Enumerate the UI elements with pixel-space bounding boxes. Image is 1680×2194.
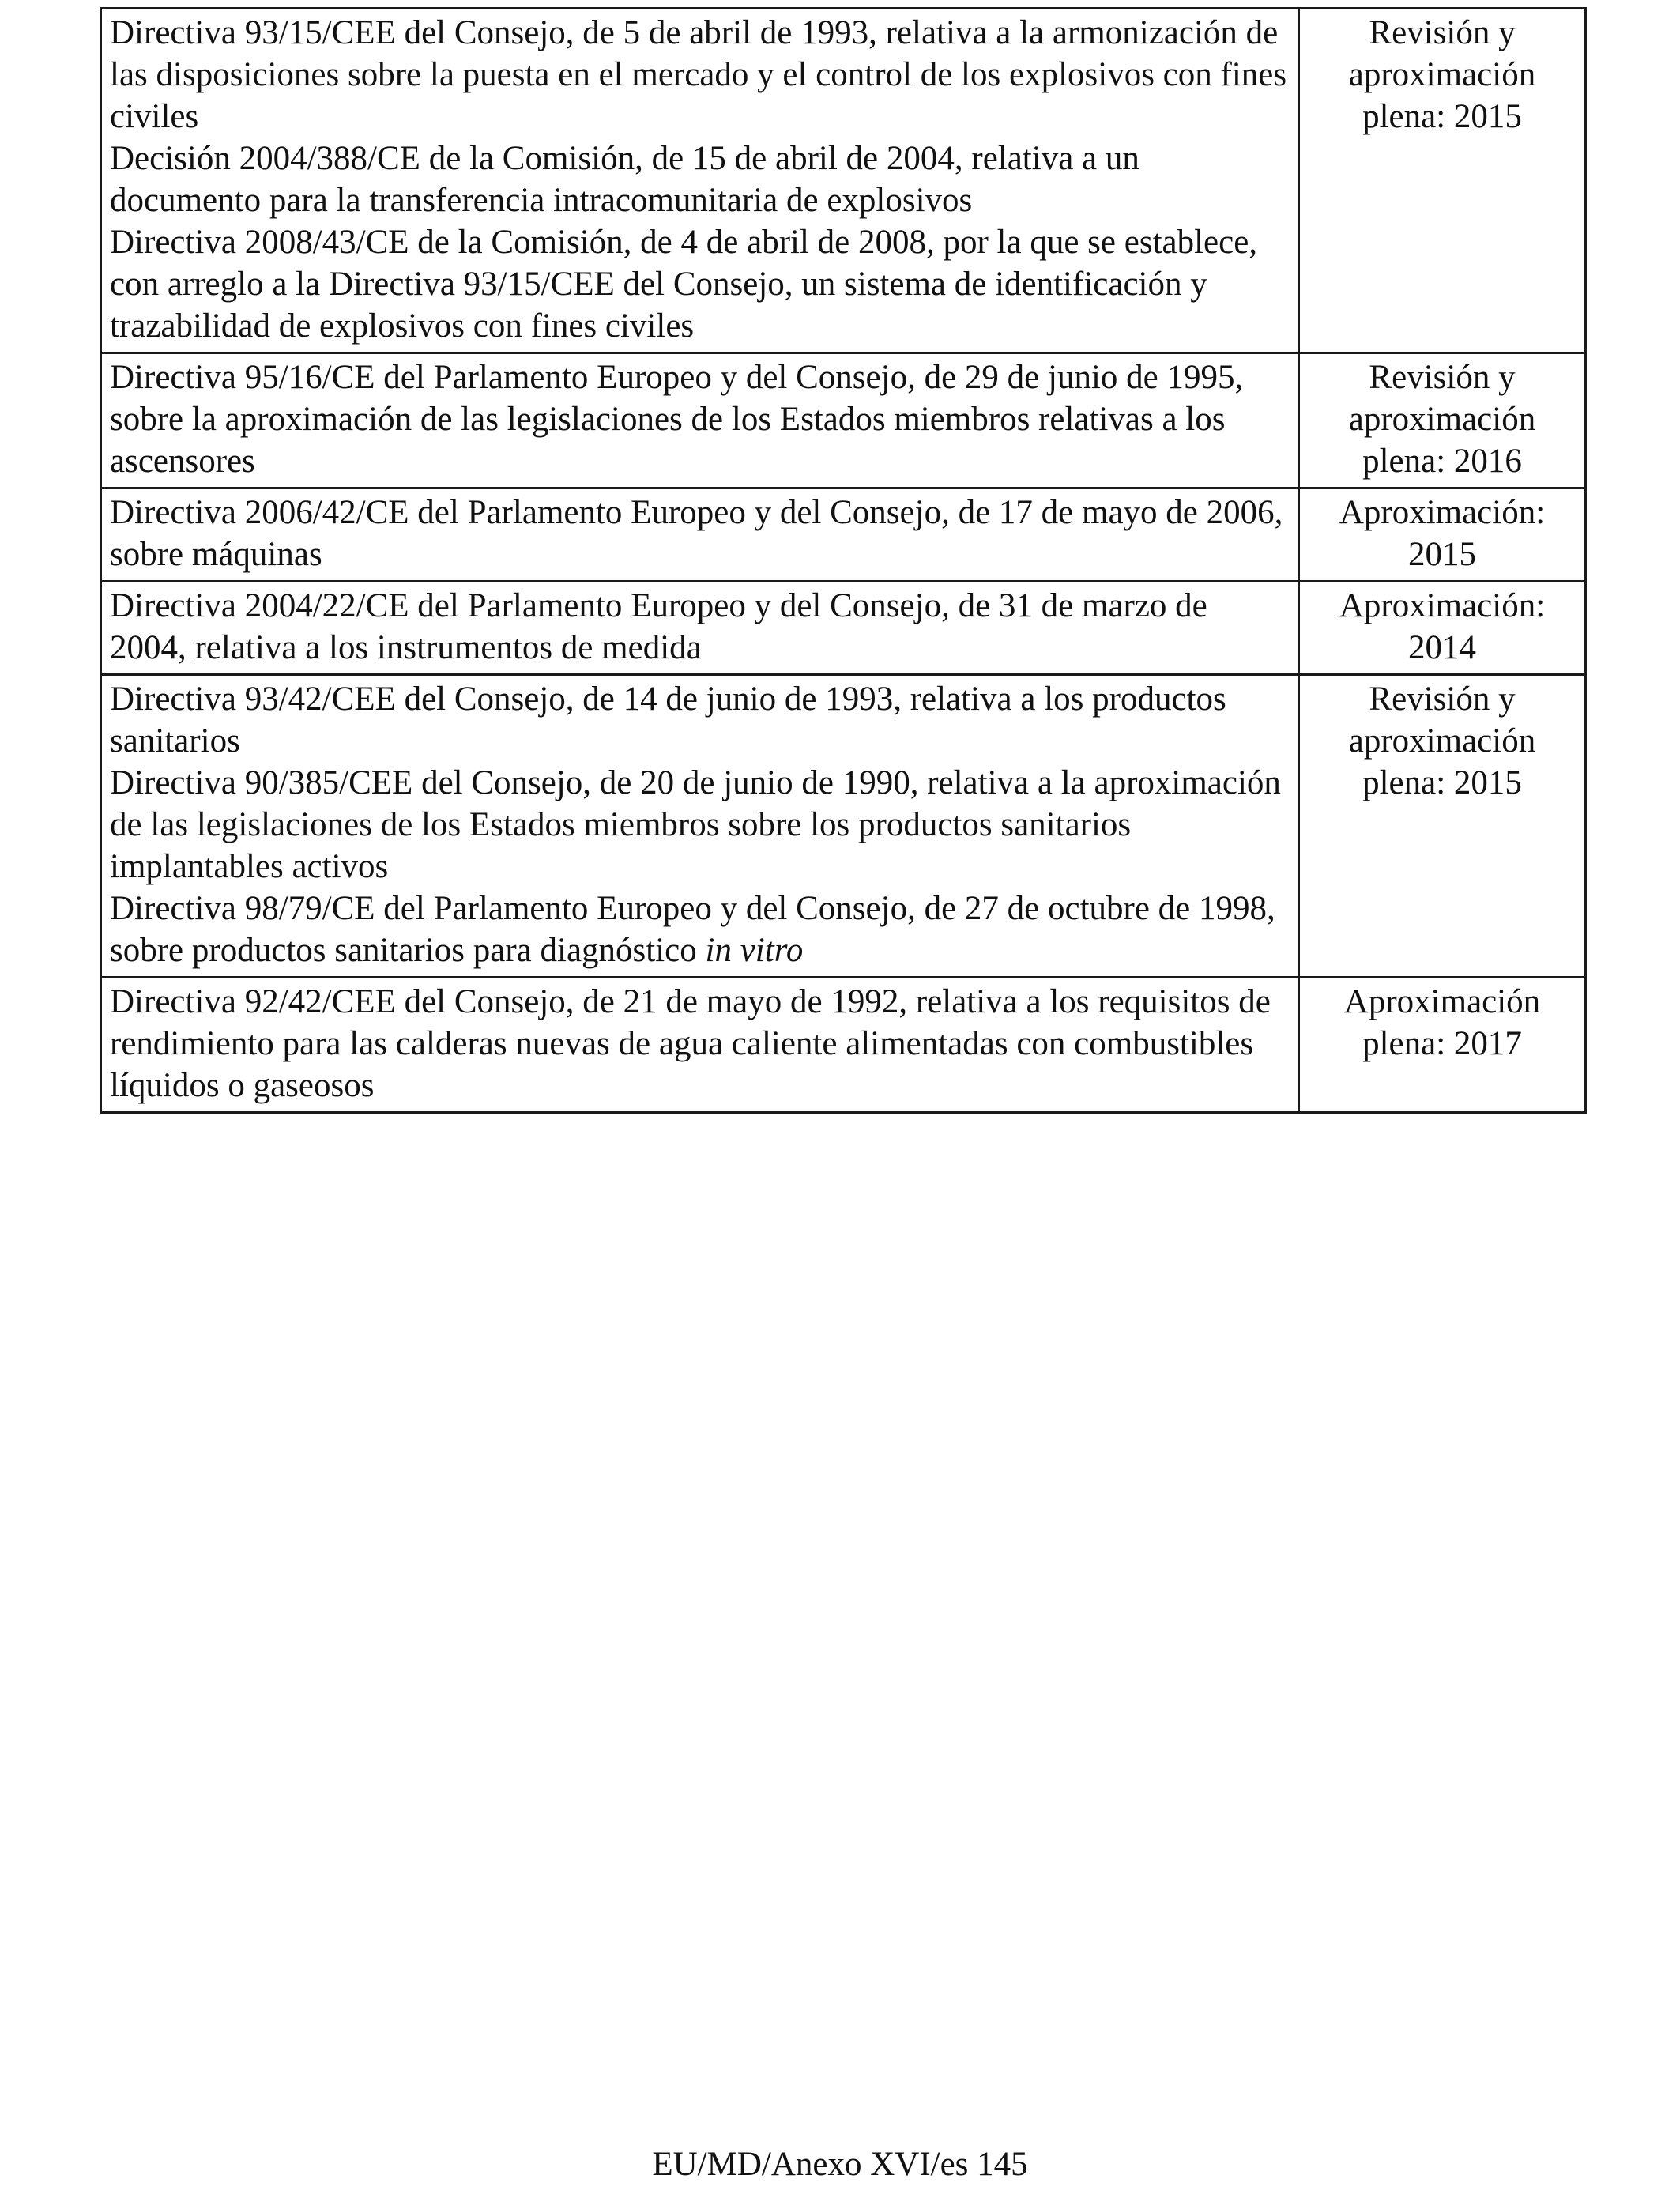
legislation-cell	[101, 9, 1299, 353]
status-line: 2014	[1408, 629, 1476, 666]
legislation-cell	[101, 978, 1299, 1113]
table-row	[101, 488, 1586, 582]
table-row	[101, 353, 1586, 488]
page-footer: EU/MD/Anexo XVI/es 145	[652, 2146, 1028, 2183]
legislation-item: Directiva 95/16/CE del Parlamento Europeo y del Consejo, de 29 de junio de 1995, sobre la aproximación de las legislaciones de los Estados miembros relativas a los ascensores	[110, 359, 1244, 480]
legislation-cell	[101, 675, 1299, 978]
status-cell	[1299, 675, 1586, 978]
italic-term: in vitro	[705, 932, 804, 969]
status-line: plena: 2016	[1362, 443, 1522, 480]
table-row	[101, 675, 1586, 978]
status-line: aproximación	[1348, 56, 1536, 93]
legislation-item: Directiva 2008/43/CE de la Comisión, de 4 de abril de 2008, por la que se establece, con arreglo a la Directiva 93/15/CEE del Consejo, un sistema de identificación y trazabilidad de explosivos con fines civiles	[110, 224, 1258, 345]
legislation-item: Decisión 2004/388/CE de la Comisión, de 15 de abril de 2004, relativa a un documento para la transferencia intracomunitaria de explosivos	[110, 140, 1139, 219]
status-cell	[1299, 978, 1586, 1113]
legislation-item-text: Directiva 98/79/CE del Parlamento Europeo y del Consejo, de 27 de octubre de 1998, sobre productos sanitarios para diagnóstico	[110, 890, 1275, 969]
status-line: aproximación	[1348, 722, 1536, 760]
table-row	[101, 978, 1586, 1113]
legislation-cell	[101, 582, 1299, 675]
legislation-item: Directiva 92/42/CEE del Consejo, de 21 de mayo de 1992, relativa a los requisitos de rendimiento para las calderas nuevas de agua caliente alimentadas con combustibles líquidos o gaseosos	[110, 983, 1271, 1104]
legislation-table	[100, 7, 1587, 1114]
legislation-item: Directiva 2004/22/CE del Parlamento Europeo y del Consejo, de 31 de marzo de 2004, relativa a los instrumentos de medida	[110, 587, 1207, 666]
status-line: Aproximación:	[1339, 494, 1546, 531]
status-line: Revisión y	[1369, 680, 1516, 718]
legislation-item: Directiva 2006/42/CE del Parlamento Europeo y del Consejo, de 17 de mayo de 2006, sobre máquinas	[110, 494, 1283, 573]
legislation-item	[110, 888, 1290, 971]
status-cell	[1299, 488, 1586, 582]
status-line: Revisión y	[1369, 14, 1516, 51]
status-line: plena: 2017	[1362, 1025, 1522, 1062]
status-cell	[1299, 353, 1586, 488]
status-line: Revisión y	[1369, 359, 1516, 396]
legislation-item: Directiva 93/42/CEE del Consejo, de 14 de junio de 1993, relativa a los productos sanitarios	[110, 680, 1226, 760]
table-row	[101, 9, 1586, 353]
status-line: aproximación	[1348, 401, 1536, 438]
status-line: Aproximación:	[1339, 587, 1546, 624]
status-line: plena: 2015	[1362, 764, 1522, 801]
table-row	[101, 582, 1586, 675]
status-cell	[1299, 582, 1586, 675]
legislation-item: Directiva 93/15/CEE del Consejo, de 5 de abril de 1993, relativa a la armonización de las disposiciones sobre la puesta en el mercado y el control de los explosivos con fines civiles	[110, 14, 1287, 135]
legislation-cell	[101, 488, 1299, 582]
legislation-cell	[101, 353, 1299, 488]
status-line: 2015	[1408, 536, 1476, 573]
status-cell	[1299, 9, 1586, 353]
status-line: plena: 2015	[1362, 98, 1522, 135]
legislation-item: Directiva 90/385/CEE del Consejo, de 20 de junio de 1990, relativa a la aproximación de las legislaciones de los Estados miembros sobre los productos sanitarios implantables activos	[110, 764, 1281, 885]
status-line: Aproximación	[1343, 983, 1541, 1020]
